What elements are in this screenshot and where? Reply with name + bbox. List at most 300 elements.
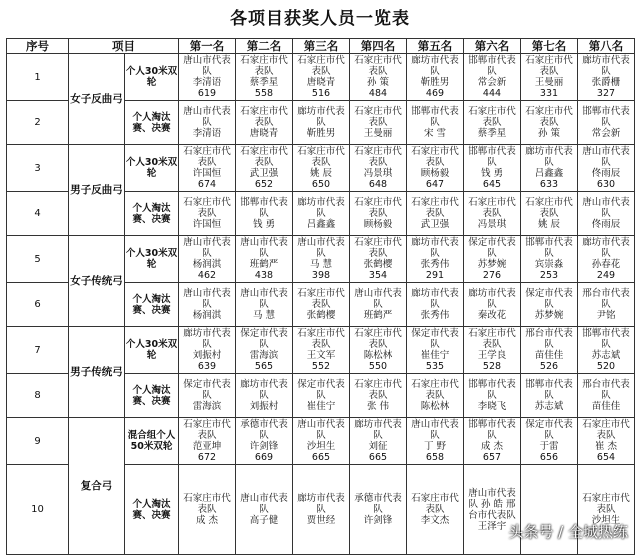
result-name: 常会新: [591, 128, 621, 139]
result-cell: [293, 236, 350, 283]
result-team: 唐山市代表队 孙 皓 邢台市代表队: [468, 487, 516, 521]
result-cell: [407, 192, 464, 236]
result-name: 张 伟: [366, 401, 390, 412]
result-team: 保定市代表队: [183, 379, 231, 401]
result-cell: [578, 374, 635, 418]
result-team: 唐山市代表队: [183, 288, 231, 310]
header-place-7: 第七名: [521, 39, 578, 54]
result-cell: [578, 101, 635, 145]
result-name: 佟雨辰: [591, 219, 621, 230]
result-name: 雷海滨: [192, 401, 222, 412]
result-cell: [521, 418, 578, 465]
result-team: 邯郸市代表队: [525, 237, 573, 259]
result-cell: [293, 465, 350, 555]
event-label: 个人30米双轮: [125, 54, 179, 101]
result-name: 陈松林: [363, 350, 393, 361]
result-cell: [236, 465, 293, 555]
result-cell: [464, 374, 521, 418]
result-team: 廊坊市代表队: [525, 146, 573, 168]
result-team: 邯郸市代表队: [240, 197, 288, 219]
result-score: 327: [596, 88, 616, 99]
row-seq: 3: [7, 145, 69, 192]
group-label: 女子传统弓: [69, 236, 125, 327]
result-cell: [179, 465, 236, 555]
result-name: 常会新: [477, 77, 507, 88]
result-cell: [407, 418, 464, 465]
result-cell: [407, 236, 464, 283]
result-team: 石家庄市代表队: [582, 419, 630, 441]
result-name: 唐晓青: [306, 77, 336, 88]
result-name: 李清语: [192, 77, 222, 88]
result-team: 邯郸市代表队: [468, 379, 516, 401]
result-team: 邢台市代表队: [525, 328, 573, 350]
result-name: 钱 勇: [252, 219, 276, 230]
result-score: 672: [197, 452, 217, 463]
result-name: 冯景琪: [477, 219, 507, 230]
result-team: 承德市代表队: [354, 493, 402, 515]
result-name: 张鹤樱: [306, 310, 336, 321]
result-score: 650: [311, 179, 331, 190]
result-score: 665: [368, 452, 388, 463]
result-name: 崔佳宁: [306, 401, 336, 412]
result-name: 范亚坤: [192, 441, 222, 452]
result-name: 苏志斌: [591, 350, 621, 361]
result-team: 石家庄市代表队: [240, 55, 288, 77]
table-row: [7, 145, 635, 192]
result-cell: [350, 283, 407, 327]
result-name: 蔡季星: [249, 77, 279, 88]
result-team: 唐山市代表队: [582, 146, 630, 168]
watermark: 头条号 / 全城热练: [508, 523, 628, 541]
result-cell: [179, 101, 236, 145]
result-team: 石家庄市代表队: [411, 197, 459, 219]
event-label: 个人淘汰赛、决赛: [125, 283, 179, 327]
result-name: 班鹤严: [363, 310, 393, 321]
result-team: 石家庄市代表队: [354, 379, 402, 401]
result-name: 崔佳宁: [420, 350, 450, 361]
result-team: 唐山市代表队: [582, 197, 630, 219]
result-cell: [521, 145, 578, 192]
awards-table: [6, 38, 635, 555]
header-row: [7, 39, 635, 54]
result-team: 唐山市代表队: [297, 419, 345, 441]
result-cell: [350, 54, 407, 101]
result-cell: [236, 374, 293, 418]
result-name: 许国恒: [192, 168, 222, 179]
result-team: 石家庄市代表队: [297, 146, 345, 168]
result-team: 廊坊市代表队: [582, 55, 630, 77]
result-cell: [521, 283, 578, 327]
row-seq: 8: [7, 374, 69, 418]
result-team: 邯郸市代表队: [468, 55, 516, 77]
result-name: 冯景琪: [363, 168, 393, 179]
result-name: 靳胜男: [420, 77, 450, 88]
result-name: 高子健: [249, 515, 279, 526]
result-score: 674: [197, 179, 217, 190]
result-name: 唐晓青: [249, 128, 279, 139]
header-place-1: 第一名: [179, 39, 236, 54]
result-score: 654: [596, 452, 616, 463]
result-cell: [578, 192, 635, 236]
result-team: 廊坊市代表队: [354, 419, 402, 441]
result-name: 姚 辰: [309, 168, 333, 179]
result-name: 贾世经: [306, 515, 336, 526]
result-team: 石家庄市代表队: [411, 146, 459, 168]
row-seq: 2: [7, 101, 69, 145]
result-score: 665: [311, 452, 331, 463]
result-team: 廊坊市代表队: [240, 379, 288, 401]
result-cell: [236, 283, 293, 327]
result-score: 656: [539, 452, 559, 463]
result-name: 王泽宇: [477, 520, 507, 532]
result-score: 484: [368, 88, 388, 99]
event-label: 个人30米双轮: [125, 236, 179, 283]
result-team: 石家庄市代表队: [354, 237, 402, 259]
result-cell: [521, 236, 578, 283]
row-seq: 6: [7, 283, 69, 327]
result-score: 647: [425, 179, 445, 190]
result-team: 邯郸市代表队: [411, 106, 459, 128]
result-team: 唐山市代表队: [183, 55, 231, 77]
group-label: 男子传统弓: [69, 327, 125, 418]
result-name: 张鹤樱: [363, 259, 393, 270]
result-name: 宋 雪: [423, 128, 447, 139]
result-score: 249: [596, 270, 616, 281]
result-team: 石家庄市代表队: [297, 55, 345, 77]
result-score: 669: [254, 452, 274, 463]
result-team: 石家庄市代表队: [297, 288, 345, 310]
row-seq: 1: [7, 54, 69, 101]
result-team: 石家庄市代表队: [354, 328, 402, 350]
result-score: 639: [197, 361, 217, 372]
result-score: 462: [197, 270, 217, 281]
result-team: 保定市代表队: [525, 288, 573, 310]
result-score: 469: [425, 88, 445, 99]
result-name: 武卫强: [249, 168, 279, 179]
result-cell: [293, 192, 350, 236]
result-score: 331: [539, 88, 559, 99]
result-team: 石家庄市代表队: [354, 146, 402, 168]
result-cell: [578, 236, 635, 283]
result-team: 唐山市代表队: [411, 419, 459, 441]
result-name: 李晓飞: [477, 401, 507, 412]
result-team: 邯郸市代表队: [468, 419, 516, 441]
result-name: 许剑锋: [249, 441, 279, 452]
result-name: 刘征: [368, 441, 388, 452]
result-name: 李清语: [192, 128, 222, 139]
result-cell: [350, 236, 407, 283]
result-team: 石家庄市代表队: [582, 493, 630, 515]
result-name: 王曼丽: [363, 128, 393, 139]
result-score: 565: [254, 361, 274, 372]
result-team: 廊坊市代表队: [411, 55, 459, 77]
event-label: 混合组个人50米双轮: [125, 418, 179, 465]
result-team: 廊坊市代表队: [411, 288, 459, 310]
result-score: 354: [368, 270, 388, 281]
result-cell: [236, 418, 293, 465]
result-name: 成 杰: [195, 515, 219, 526]
result-cell: [293, 145, 350, 192]
result-cell: [407, 374, 464, 418]
result-cell: [236, 236, 293, 283]
result-team: 石家庄市代表队: [297, 328, 345, 350]
header-place-4: 第四名: [350, 39, 407, 54]
result-name: 顾杨毅: [363, 219, 393, 230]
result-team: 保定市代表队: [297, 379, 345, 401]
result-name: 崔 杰: [594, 441, 618, 452]
result-team: 石家庄市代表队: [525, 106, 573, 128]
result-team: 石家庄市代表队: [468, 106, 516, 128]
result-name: 苏志斌: [534, 401, 564, 412]
result-team: 石家庄市代表队: [240, 146, 288, 168]
result-score: 658: [425, 452, 445, 463]
result-name: 陈松林: [420, 401, 450, 412]
result-cell: [179, 327, 236, 374]
result-team: 保定市代表队: [411, 328, 459, 350]
result-score: 276: [482, 270, 502, 281]
row-seq: 5: [7, 236, 69, 283]
result-score: 438: [254, 270, 274, 281]
result-cell: [293, 54, 350, 101]
result-cell: [236, 145, 293, 192]
result-score: 657: [482, 452, 502, 463]
result-cell: [350, 327, 407, 374]
result-score: 535: [425, 361, 445, 372]
row-seq: 7: [7, 327, 69, 374]
result-team: 石家庄市代表队: [468, 197, 516, 219]
result-team: 唐山市代表队: [297, 237, 345, 259]
result-name: 钱 勇: [480, 168, 504, 179]
result-team: 唐山市代表队: [240, 237, 288, 259]
result-team: 廊坊市代表队: [582, 237, 630, 259]
result-name: 雷海滨: [249, 350, 279, 361]
result-team: 廊坊市代表队: [411, 237, 459, 259]
group-label: 男子反曲弓: [69, 145, 125, 236]
result-score: 630: [596, 179, 616, 190]
result-name: 张爵栅: [591, 77, 621, 88]
result-team: 廊坊市代表队: [297, 493, 345, 515]
result-cell: [293, 418, 350, 465]
result-cell: [293, 374, 350, 418]
result-cell: [350, 465, 407, 555]
result-team: 石家庄市代表队: [525, 197, 573, 219]
result-score: 552: [311, 361, 331, 372]
result-team: 保定市代表队: [468, 237, 516, 259]
result-name: 吕鑫鑫: [534, 168, 564, 179]
result-name: 李文杰: [420, 515, 450, 526]
result-team: 廊坊市代表队: [297, 106, 345, 128]
result-team: 石家庄市代表队: [354, 55, 402, 77]
result-cell: [236, 192, 293, 236]
result-name: 尹铭: [596, 310, 616, 321]
result-team: 石家庄市代表队: [354, 197, 402, 219]
table-row: [7, 327, 635, 374]
result-name: 刘振村: [249, 401, 279, 412]
table-row: [7, 54, 635, 101]
result-score: 253: [539, 270, 559, 281]
result-cell: [293, 283, 350, 327]
result-cell: [350, 101, 407, 145]
result-cell: [578, 327, 635, 374]
event-label: 个人淘汰赛、决赛: [125, 101, 179, 145]
event-label: 个人淘汰赛、决赛: [125, 465, 179, 555]
result-team: 廊坊市代表队: [297, 197, 345, 219]
header-place-2: 第二名: [236, 39, 293, 54]
page-title: 各项目获奖人员一览表: [230, 9, 410, 29]
result-cell: [179, 236, 236, 283]
result-cell: [578, 54, 635, 101]
result-cell: [236, 54, 293, 101]
result-team: 邯郸市代表队: [468, 146, 516, 168]
result-cell: [350, 374, 407, 418]
header-place-8: 第八名: [578, 39, 635, 54]
result-name: 苏梦婉: [534, 310, 564, 321]
result-name: 蔡季星: [477, 128, 507, 139]
result-team: 保定市代表队: [525, 419, 573, 441]
result-name: 杨润淇: [192, 259, 222, 270]
result-name: 佟雨辰: [591, 168, 621, 179]
header-seq: 序号: [7, 39, 69, 54]
result-cell: [578, 283, 635, 327]
result-score: 526: [539, 361, 559, 372]
result-cell: [350, 145, 407, 192]
result-cell: [407, 54, 464, 101]
result-score: 550: [368, 361, 388, 372]
result-team: 承德市代表队: [240, 419, 288, 441]
result-cell: [578, 145, 635, 192]
result-name: 许剑锋: [363, 515, 393, 526]
result-cell: [179, 54, 236, 101]
result-name: 孙 策: [537, 128, 561, 139]
result-score: 619: [197, 88, 217, 99]
result-cell: [350, 418, 407, 465]
result-team: 邢台市代表队: [582, 379, 630, 401]
result-cell: [521, 327, 578, 374]
result-cell: [407, 327, 464, 374]
result-cell: [179, 283, 236, 327]
header-place-5: 第五名: [407, 39, 464, 54]
result-score: 633: [539, 179, 559, 190]
event-label: 个人淘汰赛、决赛: [125, 192, 179, 236]
result-name: 成 杰: [480, 441, 504, 452]
result-team: 邯郸市代表队: [582, 328, 630, 350]
result-cell: [407, 101, 464, 145]
result-cell: [521, 101, 578, 145]
result-score: 291: [425, 270, 445, 281]
result-team: 邢台市代表队: [582, 288, 630, 310]
result-score: 516: [311, 88, 331, 99]
result-team: 邯郸市代表队: [525, 379, 573, 401]
result-cell: [464, 192, 521, 236]
result-team: 石家庄市代表队: [240, 106, 288, 128]
result-name: 沙坦生: [591, 515, 621, 526]
result-name: 孙 策: [366, 77, 390, 88]
result-cell: [236, 327, 293, 374]
result-team: 唐山市代表队: [240, 288, 288, 310]
result-team: 保定市代表队: [240, 328, 288, 350]
result-team: 邯郸市代表队: [582, 106, 630, 128]
result-name: 于雷: [539, 441, 559, 452]
result-cell: [179, 374, 236, 418]
result-cell: [350, 192, 407, 236]
table-row: [7, 418, 635, 465]
row-seq: 4: [7, 192, 69, 236]
result-name: 马 慧: [252, 310, 276, 321]
result-name: 张秀伟: [420, 310, 450, 321]
event-label: 个人30米双轮: [125, 327, 179, 374]
result-score: 645: [482, 179, 502, 190]
result-name: 孙春花: [591, 259, 621, 270]
result-name: 刘振村: [192, 350, 222, 361]
result-cell: [464, 283, 521, 327]
result-cell: [236, 101, 293, 145]
result-team: 唐山市代表队: [240, 493, 288, 515]
result-score: 520: [596, 361, 616, 372]
result-name: 吕鑫鑫: [306, 219, 336, 230]
result-cell: [521, 54, 578, 101]
result-name: 丁 野: [423, 441, 447, 452]
result-name: 王学良: [477, 350, 507, 361]
result-cell: [464, 236, 521, 283]
result-team: 石家庄市代表队: [183, 493, 231, 515]
result-cell: [464, 327, 521, 374]
result-name: 苗佳佳: [591, 401, 621, 412]
result-name: 许国恒: [192, 219, 222, 230]
result-score: 398: [311, 270, 331, 281]
result-team: 石家庄市代表队: [411, 379, 459, 401]
result-score: 648: [368, 179, 388, 190]
row-seq: 10: [7, 465, 69, 555]
event-label: 个人30米双轮: [125, 145, 179, 192]
result-name: 王文军: [306, 350, 336, 361]
result-cell: [407, 283, 464, 327]
result-cell: [179, 418, 236, 465]
group-label: 复合弓: [69, 418, 125, 555]
result-name: 苗佳佳: [534, 350, 564, 361]
result-team: 石家庄市代表队: [525, 55, 573, 77]
result-name: 沙坦生: [306, 441, 336, 452]
result-name: 武卫强: [420, 219, 450, 230]
result-cell: [521, 192, 578, 236]
header-item: 项目: [69, 39, 179, 54]
row-seq: 9: [7, 418, 69, 465]
result-team: 石家庄市代表队: [354, 106, 402, 128]
result-team: 石家庄市代表队: [411, 493, 459, 515]
result-score: 444: [482, 88, 502, 99]
result-name: 靳胜男: [306, 128, 336, 139]
result-cell: [293, 327, 350, 374]
result-team: 唐山市代表队: [183, 106, 231, 128]
result-cell: [464, 418, 521, 465]
result-name: 班鹤严: [249, 259, 279, 270]
header-place-3: 第三名: [293, 39, 350, 54]
result-cell: [407, 145, 464, 192]
result-score: 652: [254, 179, 274, 190]
result-cell: [293, 101, 350, 145]
result-name: 杨润淇: [192, 310, 222, 321]
result-name: 宾崇淼: [534, 259, 564, 270]
result-cell: [521, 374, 578, 418]
result-team: 廊坊市代表队: [468, 288, 516, 310]
result-name: 姚 辰: [537, 219, 561, 230]
result-name: 苏梦婉: [477, 259, 507, 270]
result-name: 顾杨毅: [420, 168, 450, 179]
result-team: 石家庄市代表队: [183, 419, 231, 441]
group-label: 女子反曲弓: [69, 54, 125, 145]
result-team: 石家庄市代表队: [468, 328, 516, 350]
result-score: 528: [482, 361, 502, 372]
result-team: 石家庄市代表队: [183, 197, 231, 219]
